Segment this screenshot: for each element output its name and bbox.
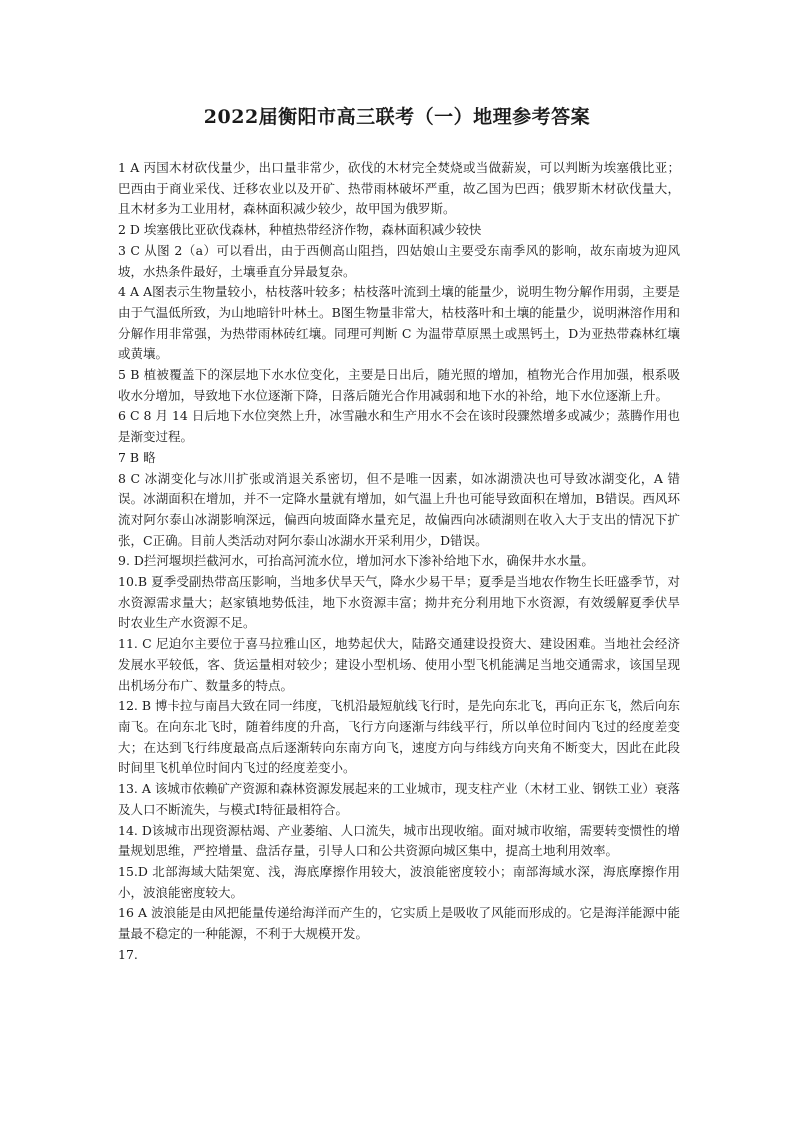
answer-item-4: 4 A A图表示生物量较小，枯枝落叶较多；枯枝落叶流到土壤的能量少，说明生物分解作用弱，主要是由于气温低所致，为山地暗针叶林土。B图生物量非常大，枯枝落叶和土壤的能量少，说明淋溶作用和分解作用非常强，为热带雨林砖红壤。同理可判断 C 为温带草原黑土或黑钙土，D为亚热带森林红壤或黄壤。 — [118, 284, 680, 362]
answer-item-12: 12. B 博卡拉与南昌大致在同一纬度，飞机沿最短航线飞行时，是先向东北飞，再向正东飞，然后向东南飞。在向东北飞时，随着纬度的升高，飞行方向逐渐与纬线平行，所以单位时间内飞过的经度差变大；在达到飞行纬度最高点后逐渐转向东南方向飞，速度方向与纬线方向夹角不断变大，因此在此段时间里飞机单位时间内飞过的经度差变小。 — [118, 698, 681, 776]
answer-item-14: 14. D该城市出现资源枯竭、产业萎缩、人口流失，城市出现收缩。面对城市收缩，需要转变惯性的增量规划思维，严控增量、盘活存量，引导人口和公共资源向城区集中，提高土地利用效率。 — [118, 822, 680, 859]
answer-item-7: 7 B 略 — [118, 449, 156, 465]
answer-item-13: 13. A 该城市依赖矿产资源和森林资源发展起来的工业城市，现支柱产业（木材工业、钢铁工业）衰落及人口不断流失，与模式Ⅰ特征最相符合。 — [118, 781, 680, 817]
answer-item-1: 1 A 丙国木材砍伐量少，出口量非常少，砍伐的木材完全焚烧或当做薪炭，可以判断为埃塞俄比亚；巴西由于商业采伐、迁移农业以及开矿、热带雨林破坏严重，故乙国为巴西；俄罗斯木材砍伐量大，且木材多为工业用材，森林面积减少较少，故甲国为俄罗斯。 — [118, 160, 680, 217]
answer-item-3: 3 C 从图 2（a）可以看出，由于西侧高山阻挡，四姑娘山主要受东南季风的影响，故东南坡为迎风坡，水热条件最好，土壤垂直分异最复杂。 — [118, 242, 680, 279]
answer-item-8: 8 C 冰湖变化与冰川扩张或消退关系密切，但不是唯一因素，如冰湖溃决也可导致冰湖变化，A 错误。冰湖面积在增加，并不一定降水量就有增加，如气温上升也可能导致面积在增加，B错误。西风环流对阿尔泰山冰湖影响深远，偏西向坡面降水量充足，故偏西向冰碛湖则在收入大于支出的情况下扩张，C正确。目前人类活动对阿尔泰山冰湖水开采利用少，D错误。 — [118, 470, 680, 548]
answer-item-17: 17. — [118, 946, 138, 962]
answer-item-5: 5 B 植被覆盖下的深层地下水水位变化，主要是日出后，随光照的增加，植物光合作用加强，根系吸收水分增加，导致地下水位逐渐下降，日落后随光合作用减弱和地下水的补给，地下水位逐渐上升。 — [118, 367, 680, 403]
answer-item-6: 6 C 8 月 14 日后地下水位突然上升，冰雪融水和生产用水不会在该时段骤然增多或减少；蒸腾作用也是渐变过程。 — [118, 408, 680, 445]
answer-item-11: 11. C 尼迫尔主要位于喜马拉雅山区，地势起伏大，陆路交通建设投资大、建设困难。当地社会经济发展水平较低，客、货运量相对较少；建设小型机场、使用小型飞机能满足当地交通需求，该国呈现出机场分布广、数量多的特点。 — [118, 636, 680, 693]
answer-item-10: 10.B 夏季受副热带高压影响，当地多伏旱天气，降水少易干旱；夏季是当地农作物生长旺盛季节，对水资源需求量大；赵家镇地势低洼，地下水资源丰富；拗井充分利用地下水资源，有效缓解夏季伏旱时农业生产水资源不足。 — [118, 574, 680, 631]
answer-list — [118, 158, 680, 965]
page-title: 2022届衡阳市高三联考（一）地理参考答案 — [203, 106, 591, 128]
answer-item-16: 16 A 波浪能是由风把能量传递给海洋而产生的，它实质上是吸收了风能而形成的。它是海洋能源中能量最不稳定的一种能源，不利于大规模开发。 — [118, 905, 680, 942]
answer-item-9: 9. D拦河堰坝拦截河水，可抬高河流水位，增加河水下渗补给地下水，确保井水水量。 — [118, 553, 594, 569]
answer-item-2: 2 D 埃塞俄比亚砍伐森林，种植热带经济作物，森林面积减少较快 — [118, 222, 482, 238]
answer-item-15: 15.D 北部海域大陆架宽、浅，海底摩擦作用较大，波浪能密度较小；南部海域水深，海底摩擦作用小，波浪能密度较大。 — [118, 863, 680, 900]
